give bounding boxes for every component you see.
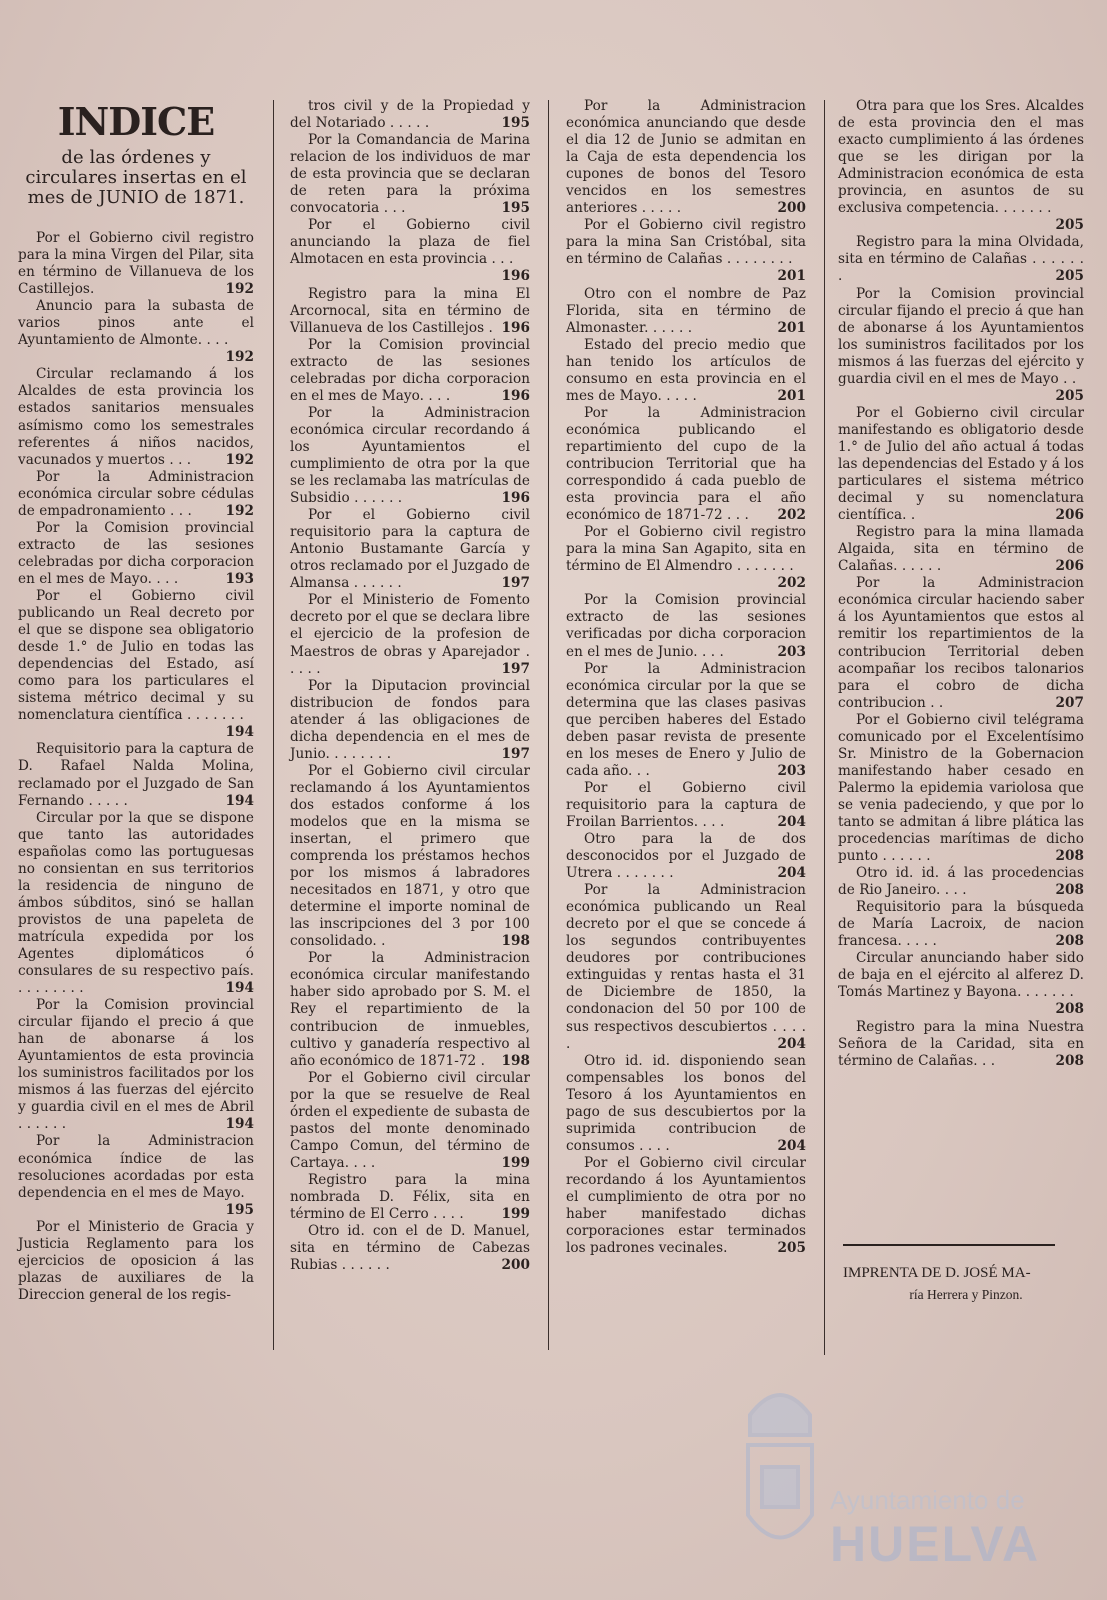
- index-entry: [290, 405, 530, 507]
- index-entry: [838, 405, 1084, 524]
- index-entry: [290, 1223, 530, 1274]
- entry-page-number: 200: [777, 200, 806, 217]
- index-entry: [18, 469, 254, 520]
- entry-page-number: 193: [225, 570, 254, 587]
- entry-text: Por el Gobierno civil requisitorio para la captura de Froilan Barrientos. . . .: [566, 779, 806, 830]
- index-entry: [18, 997, 254, 1133]
- entry-text: Por el Gobierno civil telégrama comunicado por el Excelentísimo Sr. Ministro de la Gobernacion manifestando haber cesado en Palermo la epidemia variolosa que se venia padeciendo, y que por lo tanto se admitan á libre plática las procedencias marítimas de dicho punto . . . . . .: [838, 711, 1084, 865]
- column-divider-3: [824, 100, 825, 1355]
- entry-page-number: 204: [777, 813, 806, 830]
- entry-page-number: 205: [1055, 217, 1084, 234]
- entry-page-number: 198: [501, 933, 530, 950]
- entry-text: Por la Administracion económica circular por la que se determina que las clases pasivas que perciben haberes del Estado deben pasar revista de presente en los meses de Enero y Julio de cada año. . .: [566, 660, 806, 779]
- index-entry: [566, 780, 806, 831]
- entry-page-number: 196: [501, 387, 530, 404]
- entry-page-number: 192: [225, 349, 254, 366]
- index-entry: [290, 132, 530, 217]
- index-entry: [290, 1172, 530, 1223]
- imprint: [843, 1262, 1089, 1306]
- index-title: INDICE: [57, 99, 215, 144]
- entry-text: Por la Administracion económica circular sobre cédulas de empadronamiento . . .: [18, 468, 254, 519]
- index-entry: [290, 98, 530, 132]
- column-2: [290, 98, 530, 1274]
- index-entry: [838, 899, 1084, 950]
- entry-text: Otro id. id. disponiendo sean compensables los bonos del Tesoro á los Ayuntamientos en pago de sus descubiertos por la suprimida contribucion de consumos . . . .: [566, 1052, 806, 1154]
- entry-text: Por la Administracion económica circular recordando á los Ayuntamientos el cumplimiento de otra por la que se les reclamaba las matrículas de Subsidio . . . . . .: [290, 404, 530, 507]
- entry-page-number: 194: [225, 1116, 254, 1133]
- entry-text: Registro para la mina Olvidada, sita en término de Calañas . . . . . . .: [838, 234, 1084, 285]
- entry-page-number: 200: [501, 1257, 530, 1274]
- column-3: [566, 98, 806, 1257]
- column-2-entries: [290, 98, 530, 1274]
- entry-page-number: 199: [501, 1206, 530, 1223]
- index-entry: [18, 230, 254, 298]
- index-entry: [838, 524, 1084, 575]
- entry-page-number: 199: [501, 1154, 530, 1171]
- column-4: [838, 98, 1084, 1070]
- index-entry: [18, 588, 254, 741]
- entry-text: Por la Comision provincial circular fijando el precio á que han de abonarse á los Ayuntamientos los suministros facilitados por los mismos á las fuerzas del ejército y guardia civil en el mes de Mayo . .: [838, 285, 1084, 387]
- index-entry: [566, 1053, 806, 1155]
- entry-text: Por el Gobierno civil requisitorio para la captura de Antonio Bustamante García y otros reclamado por el Juzgado de Almansa . . . . . .: [290, 507, 530, 592]
- index-entry: [566, 217, 806, 285]
- entry-page-number: 192: [225, 451, 254, 468]
- entry-text: tros civil y de la Propiedad y del Notariado . . . . .: [290, 98, 530, 132]
- column-divider-2: [548, 100, 549, 1350]
- column-1-entries: [18, 230, 254, 1304]
- watermark-line-2: HUELVA: [830, 1516, 1041, 1572]
- index-entry: [838, 865, 1084, 899]
- entry-page-number: 204: [777, 865, 806, 882]
- index-entry: [18, 298, 254, 366]
- index-entry: [290, 763, 530, 951]
- imprint-line-2: ría Herrera y Pinzon.: [909, 1287, 1023, 1302]
- entry-text: Por el Gobierno civil registro para la mina San Agapito, sita en término de El Almendro . . . . . . .: [566, 524, 806, 575]
- entry-page-number: 207: [1055, 694, 1084, 711]
- index-entry: [18, 1133, 254, 1218]
- index-entry: [18, 810, 254, 998]
- index-entry: [290, 337, 530, 405]
- entry-page-number: 197: [501, 745, 530, 762]
- imprint-rule: [843, 1244, 1055, 1246]
- index-entry: [18, 366, 254, 468]
- entry-text: Por la Administracion económica publicando el repartimiento del cupo de la contribucion Territorial que ha correspondido á cada pueblo de esta provincia para el año económico de 1871-72 . . .: [566, 404, 806, 524]
- coat-of-arms-icon: [740, 1375, 820, 1565]
- index-entry: [838, 1019, 1084, 1070]
- entry-text: Circular reclamando á los Alcaldes de esta provincia los estados sanitarios mensuales asímismo como los semestrales referentes á niños nacidos, vacunados y muertos . . .: [18, 366, 254, 468]
- index-entry: [290, 678, 530, 763]
- entry-page-number: 201: [777, 268, 806, 285]
- entry-text: Por el Ministerio de Fomento decreto por el que se declara libre el ejercicio de la profesion de Maestros de obras y Aparejador . . . . .: [290, 592, 530, 677]
- index-entry: [566, 882, 806, 1052]
- entry-text: Requisitorio para la búsqueda de María Lacroix, de nacion francesa. . . . .: [838, 899, 1084, 950]
- entry-page-number: 194: [225, 792, 254, 809]
- index-entry: [838, 575, 1084, 711]
- index-entry: [18, 520, 254, 588]
- entry-text: Requisitorio para la captura de D. Rafael Nalda Molina, reclamado por el Juzgado de San Fernando . . . . .: [18, 741, 254, 809]
- entry-page-number: 206: [1055, 507, 1084, 524]
- entry-text: Circular anunciando haber sido de baja en el ejército al alferez D. Tomás Martinez y Bayona. . . . . . .: [838, 950, 1084, 1001]
- entry-page-number: 196: [501, 319, 530, 336]
- huelva-watermark: [740, 1375, 1070, 1575]
- imprint-line-1: IMPRENTA DE D. JOSÉ MA-: [843, 1265, 1031, 1281]
- entry-text: Registro para la mina llamada Algaida, sita en término de Calañas. . . . . .: [838, 524, 1084, 575]
- index-entry: [290, 286, 530, 337]
- entry-text: Por el Gobierno civil circular recordando á los Ayuntamientos el cumplimiento de otra por no haber manifestado dichas corporaciones estar terminados los padrones vecinales.: [566, 1154, 806, 1257]
- index-entry: [838, 286, 1084, 405]
- index-entry: [838, 950, 1084, 1018]
- entry-text: Por el Gobierno civil circular por la que se resuelve de Real órden el expediente de subasta de pastos del monte denominado Campo Comun, del término de Cartaya. . . .: [290, 1069, 530, 1171]
- entry-page-number: 194: [225, 724, 254, 741]
- entry-page-number: 204: [777, 1137, 806, 1154]
- entry-text: Circular por la que se dispone que tanto las autoridades españolas como las portuguesas no consientan en sus territorios la residencia de ninguno de ámbos súbditos, sinó se hallan provistos de una papeleta de matrícula expedida por los Agentes diplomáticos ó consulares de su respectivo país. . . . . . . . .: [18, 809, 254, 997]
- entry-text: Registro para la mina El Arcornocal, sita en término de Villanueva de los Castillejos .: [290, 285, 530, 336]
- entry-text: Estado del precio medio que han tenido los artículos de consumo en esta provincia en el mes de Mayo. . . . .: [566, 336, 806, 404]
- entry-text: Por el Gobierno civil registro para la mina San Cristóbal, sita en término de Calañas . . . . . . . .: [566, 217, 806, 268]
- entry-page-number: 198: [501, 1052, 530, 1069]
- entry-text: Por la Administracion económica publicando un Real decreto por el que se concede á los segundos contribuyentes deudores por contribuciones extinguidas y rentas hasta el 31 de Diciembre de 1850, la condonacion del 50 por 100 de sus respectivos descubiertos . . . . .: [566, 882, 806, 1052]
- entry-text: Registro para la mina Nuestra Señora de la Caridad, sita en término de Calañas. . .: [838, 1018, 1084, 1069]
- entry-page-number: 194: [225, 980, 254, 997]
- entry-page-number: 192: [225, 281, 254, 298]
- entry-page-number: 195: [501, 200, 530, 217]
- entry-page-number: 208: [1055, 1001, 1084, 1018]
- entry-page-number: 205: [1055, 387, 1084, 404]
- entry-text: Anuncio para la subasta de varios pinos ante el Ayuntamiento de Almonte. . . .: [18, 298, 254, 349]
- column-1: [18, 98, 254, 1304]
- entry-text: Por la Comision provincial circular fijando el precio á que han de abonarse á los Ayuntamientos de esta provincia los suministros facilitados por los mismos á las fuerzas del ejército y guardia civil en el mes de Abril . . . . . .: [18, 997, 254, 1133]
- entry-page-number: 203: [777, 643, 806, 660]
- entry-page-number: 203: [777, 762, 806, 779]
- entry-page-number: 192: [225, 502, 254, 519]
- entry-text: Otro con el nombre de Paz Florida, sita en término de Almonaster. . . . . .: [566, 285, 806, 336]
- index-entry: [18, 741, 254, 809]
- entry-text: Por la Comision provincial extracto de las sesiones celebradas por dicha corporacion en el mes de Mayo. . . .: [18, 519, 254, 587]
- entry-page-number: 202: [777, 507, 806, 524]
- index-entry: [566, 831, 806, 882]
- entry-page-number: 196: [501, 490, 530, 507]
- entry-text: Otro id. id. á las procedencias de Rio Janeiro. . . .: [838, 865, 1084, 899]
- index-subtitle: de las órdenes y circulares insertas en el mes de JUNIO de 1871.: [25, 147, 247, 208]
- entry-text: Otra para que los Sres. Alcaldes de esta provincia den el mas exacto cumplimiento á las órdenes que se les dirigan por la Administracion económica de esta provincia, en asuntos de su exclusiva competencia. . . . . . .: [838, 98, 1084, 217]
- entry-text: Por la Comision provincial extracto de las sesiones verificadas por dicha corporacion en el mes de Junio. . . .: [566, 592, 806, 660]
- index-entry: [290, 507, 530, 592]
- index-entry: [290, 592, 530, 677]
- index-entry: [838, 98, 1084, 234]
- watermark-line-1: Ayuntamiento de: [830, 1485, 1025, 1515]
- column-4-entries: [838, 98, 1084, 1070]
- column-3-entries: [566, 98, 806, 1257]
- entry-text: Por el Gobierno civil anunciando la plaza de fiel Almotacen en esta provincia . . .: [290, 217, 530, 268]
- index-entry: [838, 712, 1084, 865]
- entry-page-number: 197: [501, 575, 530, 592]
- entry-text: Por la Comision provincial extracto de las sesiones celebradas por dicha corporacion en el mes de Mayo. . . .: [290, 336, 530, 404]
- index-entry: [290, 217, 530, 285]
- index-entry: [566, 98, 806, 217]
- index-entry: [566, 405, 806, 524]
- entry-text: Por la Administracion económica circular haciendo saber á los Ayuntamientos que estos al remitir los repartimientos de la contribucion Territorial deben acompañar los recibos talonarios para el cobro de dicha contribucion . .: [838, 575, 1084, 711]
- entry-page-number: 201: [777, 387, 806, 404]
- entry-page-number: 208: [1055, 1052, 1084, 1069]
- entry-page-number: 208: [1055, 882, 1084, 899]
- index-entry: [290, 950, 530, 1069]
- entry-page-number: 201: [777, 319, 806, 336]
- entry-page-number: 195: [501, 115, 530, 132]
- entry-text: Otro para la de dos desconocidos por el Juzgado de Utrera . . . . . . .: [566, 831, 806, 882]
- entry-text: Por el Ministerio de Gracia y Justicia Reglamento para los ejercicios de oposicion á las plazas de auxiliares de la Direccion general de los regis-: [18, 1218, 254, 1303]
- entry-text: Por la Administracion económica circular manifestando haber sido aprobado por S. M. el Rey el repartimiento de la contribucion de inmuebles, cultivo y ganadería respectivo al año económico de 1871-72 .: [290, 950, 530, 1069]
- entry-page-number: 205: [777, 1240, 806, 1257]
- entry-text: Registro para la mina nombrada D. Félix, sita en término de El Cerro . . . .: [290, 1171, 530, 1223]
- index-entry: [566, 337, 806, 405]
- index-entry: [18, 1219, 254, 1304]
- index-entry: [566, 592, 806, 660]
- entry-page-number: 206: [1055, 558, 1084, 575]
- entry-page-number: 202: [777, 575, 806, 592]
- index-entry: [566, 661, 806, 780]
- entry-text: Por la Diputacion provincial distribucion de fondos para atender á las obligaciones de dicha dependencia en el mes de Junio. . . . . . . .: [290, 677, 530, 762]
- entry-page-number: 208: [1055, 848, 1084, 865]
- entry-page-number: 205: [1055, 268, 1084, 285]
- index-entry: [566, 1155, 806, 1257]
- index-entry: [566, 524, 806, 592]
- entry-text: Otro id. con el de D. Manuel, sita en término de Cabezas Rubias . . . . . .: [290, 1223, 530, 1274]
- entry-page-number: 204: [777, 1035, 806, 1052]
- entry-text: Por la Comandancia de Marina relacion de los individuos de mar de esta provincia que se declaran de reten para la próxima convocatoria . . .: [290, 132, 530, 217]
- index-entry: [290, 1070, 530, 1172]
- entry-page-number: 197: [501, 660, 530, 677]
- entry-page-number: 196: [501, 268, 530, 285]
- index-entry: [566, 286, 806, 337]
- entry-page-number: 195: [225, 1201, 254, 1218]
- entry-text: Por la Administracion económica índice de las resoluciones acordadas por esta dependencia en el mes de Mayo.: [18, 1133, 254, 1201]
- index-entry: [838, 234, 1084, 285]
- entry-text: Por el Gobierno civil circular reclamando á los Ayuntamientos dos estados conforme á los modelos que en la misma se insertan, el primero que comprenda los préstamos hechos por los mismos á labradores necesitados en 1871, y otro que determine el importe nominal de las inscripciones del 3 por 100 consolidado. .: [290, 762, 530, 950]
- column-divider-1: [273, 100, 274, 1350]
- entry-text: Por el Gobierno civil publicando un Real decreto por el que se dispone sea obligatorio desde 1.° de Julio en todas las dependencias del Estado, así como para los particulares el sistema métrico decimal y su nomenclatura científica . . . . . . .: [18, 587, 254, 724]
- entry-text: Por el Gobierno civil circular manifestando es obligatorio desde 1.° de Julio del año actual á todas las dependencias del Estado y á los particulares el sistema métrico decimal y su nomenclatura científica. .: [838, 404, 1084, 524]
- entry-text: Por el Gobierno civil registro para la mina Virgen del Pilar, sita en término de Villanueva de los Castillejos.: [18, 230, 254, 298]
- entry-page-number: 208: [1055, 933, 1084, 950]
- entry-text: Por la Administracion económica anunciando que desde el dia 12 de Junio se admitan en la Caja de esta dependencia los cupones de bonos del Tesoro vencidos en los semestres anteriores . . . . .: [566, 98, 806, 217]
